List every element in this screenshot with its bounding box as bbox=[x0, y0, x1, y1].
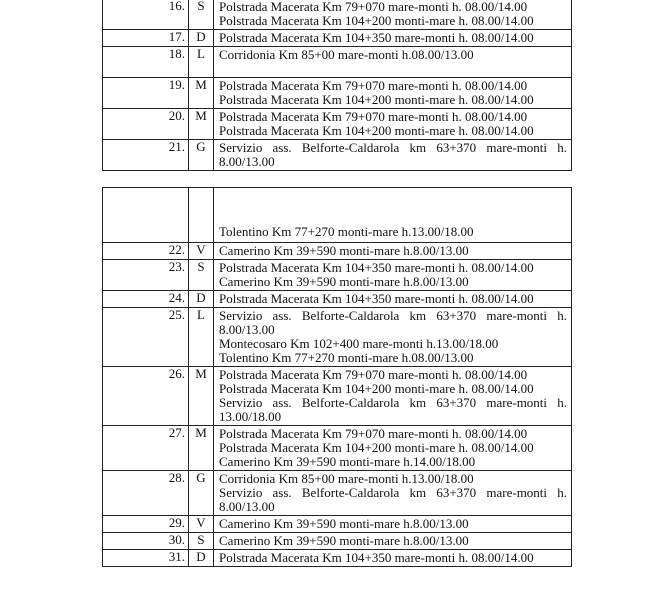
weekday-cell: S bbox=[189, 260, 214, 291]
location-cell bbox=[214, 550, 572, 567]
location-cell bbox=[214, 243, 572, 260]
location-line: Polstrada Macerata Km 104+350 mare-monti h. 08.00/14.00 bbox=[219, 550, 534, 565]
location-line: Polstrada Macerata Km 104+200 monti-mare h. 08.00/14.00 bbox=[219, 92, 534, 107]
schedule-table-top-body bbox=[103, 0, 572, 171]
location-line: Camerino Km 39+590 monti-mare h.8.00/13.00 bbox=[219, 533, 469, 548]
table-row bbox=[103, 47, 572, 78]
weekday-cell: V bbox=[189, 243, 214, 260]
day-number-cell: 27. bbox=[103, 426, 189, 471]
location-line: Servizio ass. Belforte-Caldarola km 63+370 mare-monti h. 8.00/13.00 bbox=[219, 485, 567, 514]
table-row bbox=[103, 109, 572, 140]
weekday-cell bbox=[189, 188, 214, 243]
day-number-cell: 28. bbox=[103, 471, 189, 516]
weekday-cell: V bbox=[189, 516, 214, 533]
weekday-cell: S bbox=[189, 0, 214, 30]
location-line: Polstrada Macerata Km 79+070 mare-monti h. 08.00/14.00 bbox=[219, 78, 528, 93]
location-line: Camerino Km 39+590 monti-mare h.14.00/18.00 bbox=[219, 454, 476, 469]
location-line: Camerino Km 39+590 monti-mare h.8.00/13.00 bbox=[219, 274, 469, 289]
table-row bbox=[103, 308, 572, 367]
location-line: Polstrada Macerata Km 104+350 mare-monti h. 08.00/14.00 bbox=[219, 260, 534, 275]
table-row-continued bbox=[103, 188, 572, 243]
table-row bbox=[103, 140, 572, 171]
day-number-cell bbox=[103, 188, 189, 243]
table-row bbox=[103, 243, 572, 260]
weekday-cell: G bbox=[189, 471, 214, 516]
location-line: Polstrada Macerata Km 104+350 mare-monti h. 08.00/14.00 bbox=[219, 30, 534, 45]
location-line bbox=[219, 62, 567, 76]
location-cell bbox=[214, 78, 572, 109]
table-row bbox=[103, 533, 572, 550]
day-number-cell: 18. bbox=[103, 47, 189, 78]
location-cell bbox=[214, 0, 572, 30]
table-row bbox=[103, 0, 572, 30]
location-cell bbox=[214, 30, 572, 47]
location-line: Servizio ass. Belforte-Caldarola km 63+370 mare-monti h. 8.00/13.00 bbox=[219, 140, 567, 169]
location-line: Polstrada Macerata Km 79+070 mare-monti h. 08.00/14.00 bbox=[219, 367, 528, 382]
weekday-cell: D bbox=[189, 550, 214, 567]
location-cell bbox=[214, 367, 572, 426]
location-line: Polstrada Macerata Km 79+070 mare-monti h. 08.00/14.00 bbox=[219, 426, 528, 441]
location-line: Corridonia Km 85+00 mare-monti h.08.00/13.00 bbox=[219, 47, 474, 62]
table-row bbox=[103, 550, 572, 567]
day-number-cell: 23. bbox=[103, 260, 189, 291]
table-row bbox=[103, 291, 572, 308]
location-cell bbox=[214, 471, 572, 516]
weekday-cell: M bbox=[189, 426, 214, 471]
schedule-table-bottom bbox=[102, 187, 572, 567]
day-number-cell: 29. bbox=[103, 516, 189, 533]
location-line: Camerino Km 39+590 monti-mare h.8.00/13.00 bbox=[219, 516, 469, 531]
weekday-cell: D bbox=[189, 291, 214, 308]
location-line: Polstrada Macerata Km 79+070 mare-monti h. 08.00/14.00 bbox=[219, 0, 528, 14]
location-cell bbox=[214, 516, 572, 533]
location-line: Polstrada Macerata Km 104+350 mare-monti h. 08.00/14.00 bbox=[219, 291, 534, 306]
day-number-cell: 17. bbox=[103, 30, 189, 47]
location-cell bbox=[214, 308, 572, 367]
location-line: Polstrada Macerata Km 104+200 monti-mare h. 08.00/14.00 bbox=[219, 123, 534, 138]
schedule-table-bottom-body bbox=[103, 188, 572, 567]
day-number-cell: 31. bbox=[103, 550, 189, 567]
weekday-cell: S bbox=[189, 533, 214, 550]
location-line: Tolentino Km 77+270 monti-mare h.13.00/18.00 bbox=[219, 224, 474, 239]
location-cell bbox=[214, 140, 572, 171]
schedule-table-top bbox=[102, 0, 572, 171]
location-cell bbox=[214, 291, 572, 308]
table-row bbox=[103, 471, 572, 516]
location-line: Camerino Km 39+590 monti-mare h.8.00/13.00 bbox=[219, 243, 469, 258]
day-number-cell: 20. bbox=[103, 109, 189, 140]
weekday-cell: L bbox=[189, 47, 214, 78]
location-line: Tolentino Km 77+270 monti-mare h.08.00/13.00 bbox=[219, 350, 474, 365]
day-number-cell: 21. bbox=[103, 140, 189, 171]
location-line: Montecosaro Km 102+400 mare-monti h.13.00/18.00 bbox=[219, 336, 499, 351]
table-row bbox=[103, 367, 572, 426]
location-cell bbox=[214, 47, 572, 78]
table-row bbox=[103, 426, 572, 471]
location-line: Polstrada Macerata Km 79+070 mare-monti h. 08.00/14.00 bbox=[219, 109, 528, 124]
day-number-cell: 22. bbox=[103, 243, 189, 260]
day-number-cell: 16. bbox=[103, 0, 189, 30]
day-number-cell: 26. bbox=[103, 367, 189, 426]
day-number-cell: 25. bbox=[103, 308, 189, 367]
location-line: Polstrada Macerata Km 104+200 monti-mare h. 08.00/14.00 bbox=[219, 440, 534, 455]
location-cell bbox=[214, 188, 572, 243]
weekday-cell: M bbox=[189, 109, 214, 140]
location-cell bbox=[214, 260, 572, 291]
table-row bbox=[103, 78, 572, 109]
table-row bbox=[103, 260, 572, 291]
table-row bbox=[103, 516, 572, 533]
location-line: Corridonia Km 85+00 mare-monti h.13.00/18.00 bbox=[219, 471, 474, 486]
location-line: Servizio ass. Belforte-Caldarola km 63+370 mare-monti h. 13.00/18.00 bbox=[219, 395, 567, 424]
weekday-cell: D bbox=[189, 30, 214, 47]
day-number-cell: 24. bbox=[103, 291, 189, 308]
location-line: Servizio ass. Belforte-Caldarola km 63+370 mare-monti h. 8.00/13.00 bbox=[219, 308, 567, 337]
location-cell bbox=[214, 533, 572, 550]
weekday-cell: M bbox=[189, 78, 214, 109]
location-line: Polstrada Macerata Km 104+200 monti-mare h. 08.00/14.00 bbox=[219, 381, 534, 396]
location-cell bbox=[214, 426, 572, 471]
weekday-cell: M bbox=[189, 367, 214, 426]
weekday-cell: G bbox=[189, 140, 214, 171]
location-line: Polstrada Macerata Km 104+200 monti-mare h. 08.00/14.00 bbox=[219, 13, 534, 28]
table-row bbox=[103, 30, 572, 47]
day-number-cell: 30. bbox=[103, 533, 189, 550]
weekday-cell: L bbox=[189, 308, 214, 367]
day-number-cell: 19. bbox=[103, 78, 189, 109]
location-cell bbox=[214, 109, 572, 140]
